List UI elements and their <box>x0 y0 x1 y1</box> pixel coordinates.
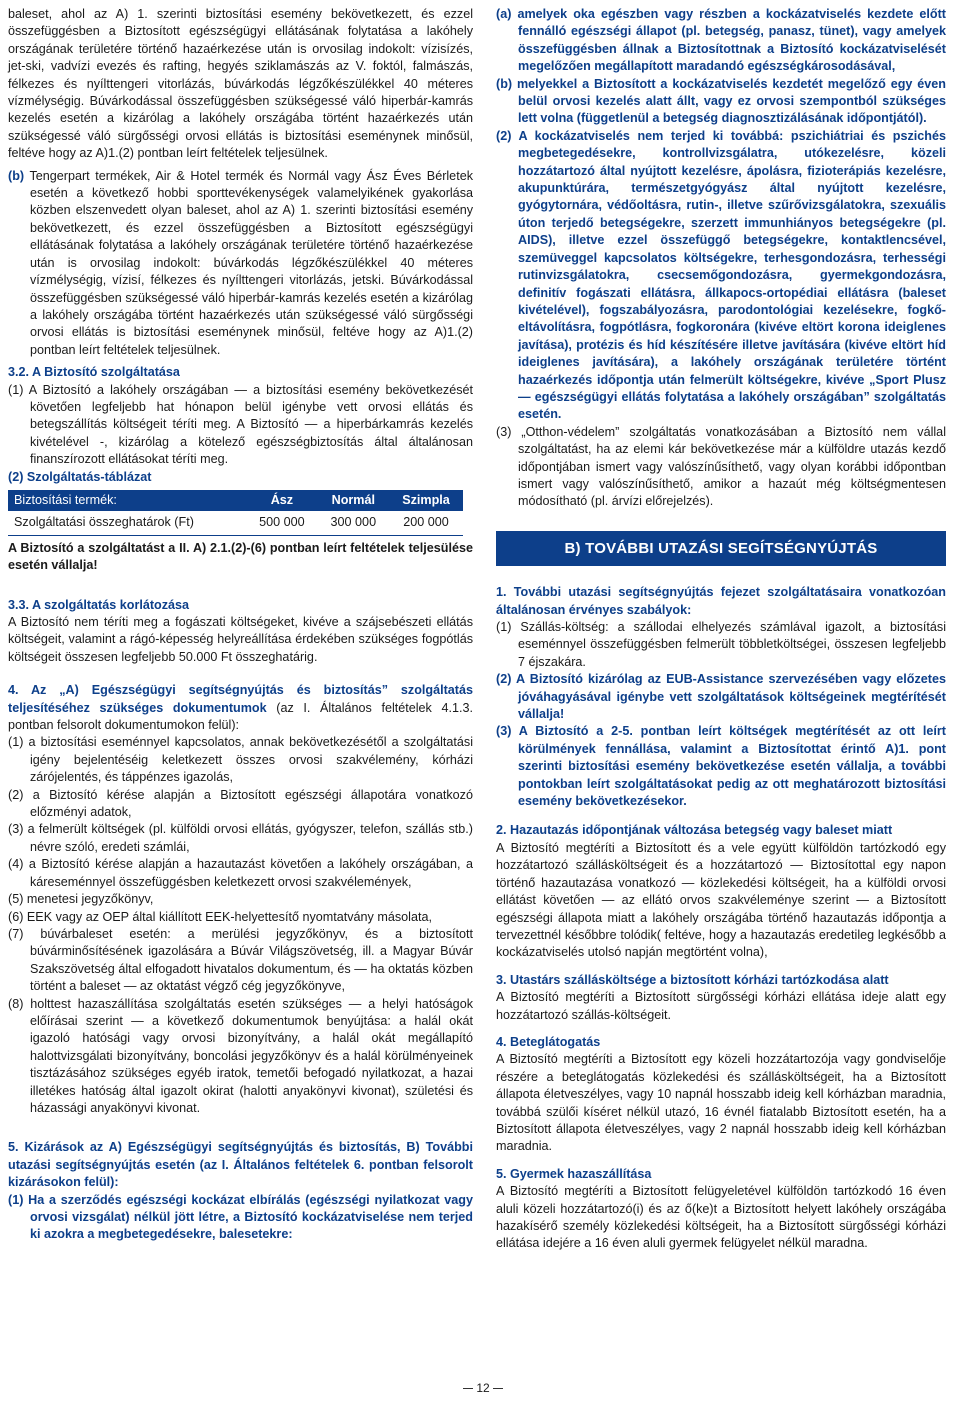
page-number: 12 <box>476 1381 490 1395</box>
list-item: (5) menetesi jegyzőkönyv, <box>8 892 154 907</box>
paragraph-b2: A Biztosító megtéríti a Biztosított és a vele együtt külföldön tartózkodó egy hozzátartozó szállásköltségeit és a hozzátartozó — Biztosítottal egy napon történő hazautazása vonatkozó — közlekedési költségeit, ha a külföldi orvosi ellátást követően — az ellátó orvos szakvéleménye szerint — a Biztosított egészségi állapota miatt a lakóhely országába történő hazautazás időpontja a tervezettnél későbbre tolódik( feltéve, hogy a hazautazás eredetileg legkésőbb a kockázatviselés utolsó napján megtörtént volna), <box>496 840 946 960</box>
paragraph-b5: A Biztosító megtéríti a Biztosított felügyeletével külföldön tartózkodó 16 éven aluli közeli hozzátartozó(i) és az ő(ke)t a Biztosított helyett lakóhely országába hazakísérő személy közlekedési költségeit, ha a Biztosított sürgősségi kórházi ellátása idejére a 16 éven aluli gyermek felügyelet nélkül maradna. <box>496 1184 946 1251</box>
item-text: Tengerpart termékek, Air & Hotel termék és Normál vagy Ász Éves Bérletek esetén a következő hobbi sporttevékenységek valamelyikének gyakorlása közben elszenvedett olyan baleset, ahol az A) 1. szerinti biztosítási esemény bekövetkezett, és ezzel összefüggésben a Biztosított egészségügyi ellátásának folytatása a lakóhely országának területére történő hazaérkezése után is orvosilag indokolt: búvárkodás légzőkészülékkel 40 méteres vízmélységig, vízisí, félkezes és nyílttengeri vitorlázás, jetski. Búvárkodással összefüggésben szükségessé váló hiperbár-kamrás kezelés esetén a kizárólag a lakóhely országába történt hazaérkezés után szükségessé váló sürgősségi orvosi ellátás is biztosítási eseménynek minősül, feltéve hogy az A)1.(2) pontban leírt feltételek teljesülnek. <box>29 168 473 357</box>
list-item: (8) holttest hazaszállítása szolgáltatás esetén szükséges — a helyi hatóságok előírásai szerint — a következő dokumentumok benyújtása: a halál okát igazoló hatósági vagy orvosi bizonyítvány, a halál okát megállapító halottvizsgálati bizonyítvány, boncolási jegyzőkönyv és a halál körülményeinek tisztázásához szükséges egyéb iratok, temetői befogadó nyilatkozat, a hazai illetékes hatóság által igazolt okirat (halotti anyakönyvi kivonat), születési és házassági anyakönyvi kivonat. <box>8 996 473 1115</box>
table-header-cell: Biztosítási termék: <box>8 490 246 511</box>
footer-rule <box>463 1388 473 1389</box>
table-cell: Szolgáltatási összeghatárok (Ft) <box>8 511 246 535</box>
table-header-cell: Ász <box>246 490 317 511</box>
footer-rule <box>493 1388 503 1389</box>
item-label: (b) <box>8 168 25 183</box>
list-item: (2) A Biztosító kizárólag az EUB-Assistance szervezésében vagy előzetes jóváhagyásával igénybe vett szolgáltatások költségeinek megtérítését vállalja! <box>496 672 946 722</box>
table-caption: (2) Szolgáltatás-táblázat <box>8 469 152 484</box>
table-cell: 300 000 <box>318 511 389 535</box>
table-header-cell: Normál <box>318 490 389 511</box>
list-item: (1) Szállás-költség: a szállodai elhelyezés számlával igazolt, a biztosítási eseménnyel összefüggésben felmerült többletköltségei, összesen legfeljebb 7 éjszakára. <box>496 620 946 669</box>
paragraph-sport-b <box>8 168 473 359</box>
table-cell: 200 000 <box>389 511 463 535</box>
list-item: (2) a Biztosító kérése alapján a Biztosított egészségi állapotára vonatkozó előzményi adatok, <box>8 787 473 820</box>
list-item: (4) a Biztosító kérése alapján a hazautazást követően a lakóhely országában, a káreseménnyel összefüggésben keletkezett orvosi szakvélemények, <box>8 857 473 889</box>
section-title-4: 4. Az „A) Egészségügyi segítségnyújtás és biztosítás” szolgáltatás teljesítéséhez szükséges dokumentumok <box>8 683 473 715</box>
section-title-b2: 2. Hazautazás időpontjának változása betegség vagy baleset miatt <box>496 823 893 838</box>
list-item: (6) EEK vagy az OEP által kiállított EEK-helyettesítő nyomtatvány másolata, <box>8 909 432 924</box>
section-title-3-3: 3.3. A szolgáltatás korlátozása <box>8 597 190 612</box>
list-item: (2) A kockázatviselés nem terjed ki továbbá: pszichiátriai és pszichés megbetegedésekre, kontrollvizsgálatra, utókezelésre, közeli hozzátartozó által nyújtott kezelésre, ápolásra, fizioterápiás kezelésre, akupunktúrára, természetgyógyász által nyújtott kezelésre, gyógytornára, védőoltásra, rutin-, illetve szűrővizsgálatokra, szexuális úton terjedő betegségekre, szerzett immunhiányos betegségekre (pl. AIDS), illetve ezzel összefüggő betegségekre, kontaktlencsével, szemüveggel kapcsolatos költségekre, terhesgondozásra, terhességi rutinvizsgálatokra, csecsemőgondozásra, gyermekgondozásra, definitív fogászati ellátásra, állkapocs-ortopédiai ellátásra (baleset kivételével), fogszabályozásra, parodontológiai kezelésekre, fogkő-eltávolításra, fogpótlásra, fogkoronára (kivéve eltört korona ideiglenes javítása), protézis és híd készítésére illetve javítására (kivéve eltört híd ideiglenes javítására), a lakóhely országának területére történt hazaérkezés időpontja után felmerült költségekre, kivéve „Sport Plusz — egészségügyi ellátás folytatása a lakóhely országában” szolgáltatás esetén. <box>496 128 946 422</box>
list-item: (b) melyekkel a Biztosított a kockázatviselés kezdetét megelőző egy éven belül orvosi kezelés alatt állt, vagy ez orvosi szempontból szükséges lett volna (függetlenül a betegség diagnosztizálásának időpontjától). <box>496 76 946 126</box>
service-table <box>8 490 463 536</box>
paragraph-3-2-1: (1) A Biztosító a lakóhely országában — a biztosítási esemény bekövetkezését követően legfeljebb hat hónapon belül igénybe vett orvosi ellátás és betegszállítás költségeit téríti meg. A Biztosító — a hiperbárkamrás kezelés kivételével -, kizárólag a kötelező egészségbiztosítás által általánosan finanszírozott ellátásokat téríti meg. <box>8 382 473 467</box>
list-item: (1) a biztosítási eseménnyel kapcsolatos, annak bekövetkezésétől a szolgáltatási igény bejelentéséig keletkezett összes orvosi szakvélemény, kórházi zárójelentés, és táppénzes igazolás, <box>8 735 473 785</box>
table-cell: 500 000 <box>246 511 317 535</box>
section-4-heading <box>8 682 473 734</box>
section-title-b4: 4. Beteglátogatás <box>496 1034 601 1049</box>
list-item: (3) „Otthon-védelem” szolgáltatás vonatkozásában a Biztosító nem vállal szolgáltatást, ha az elemi kár bekövetkezése már a külföldre utazás kezdő időpontjában ismert vagy valószínűsíthető, vagy olyan korábbi időpontban ismert vagy valószínűsíthető, amikor a hazaút még költségmentesen módosítható (pl. árvízi előrejelzés). <box>496 424 946 509</box>
section-4-intro: (az I. Általános feltételek 4.1.3. pontban felsorolt dokumentumokon felül): <box>8 700 473 733</box>
section-title-b3: 3. Utastárs szállásköltsége a biztosított kórházi tartózkodása alatt <box>496 972 889 987</box>
paragraph-b4: A Biztosító megtéríti a Biztosított egy közeli hozzátartozója vagy gondviselője részére a beteglátogatás közlekedési és szállásköltségeit, ha a Biztosított állapota életveszélyes, vagy 10 napnál hosszabb ideig kell kórházban maradnia, továbbá szülői kíséret nélkül utazó, 16 évnél fiatalabb Biztosított esetén, ha a Biztosított állapota életveszélyes, vagy 2 napnál hosszabb ideig kell kórházban maradnia. <box>496 1052 946 1154</box>
section-title-5: 5. Kizárások az A) Egészségügyi segítségnyújtás és biztosítás, B) További utazási segítségnyújtás esetén (az I. Általános feltételek 6. pontban felsorolt kizárásokon felül): <box>8 1140 473 1190</box>
list-item: (3) A Biztosító a 2-5. pontban leírt költségek megtérítését az ott leírt körülmények fennállása, valamint a Biztosítottat érintő A)1. pont szerinti biztosítási esemény bekövetkezése esetén vállalja, a további pontokban leírt szolgáltatásokat pedig az ott meghatározott biztosítási esemény bekövetkezésekor. <box>496 724 946 809</box>
section-title-3-2: 3.2. A Biztosító szolgáltatása <box>8 365 180 380</box>
left-column <box>8 6 473 1244</box>
section-title-b1: 1. További utazási segítségnyújtás fejezet szolgáltatásaira vonatkozóan általánosan érvényes szabályok: <box>496 585 946 617</box>
paragraph-sport-a-continued: baleset, ahol az A) 1. szerinti biztosítási esemény bekövetkezett, és ezzel összefüggésben a Biztosított egészségügyi ellátásának folytatása a lakóhely országának területére történő hazaérkezése után is orvosilag indokolt: vízisízés, jet-ski, vadvízi evezés és rafting, hegyés sziklamászás az V. foktól, falmászás, félkezes és nyílttengeri vitorlázás, búvárkodás légzőkészülékkel 40 méteres vízmélységig. Búvárkodással összefüggésben szükségessé váló hiperbár-kamrás kezelés esetén a kizárólag a lakóhely országába történt hazaérkezés után szükségessé váló sürgősségi orvosi ellátás is biztosítási eseménynek minősül, feltéve hogy az A)1.(2) pontban leírt feltételek teljesülnek. <box>8 7 473 161</box>
paragraph-b3: A Biztosító megtéríti a Biztosított sürgősségi kórházi ellátása ideje alatt egy hozzátartozó szállás-költségeit. <box>496 990 946 1022</box>
list-item: (a) amelyek oka egészben vagy részben a kockázatviselés kezdete előtt fennálló egészségi állapot (pl. betegség, panasz, tünet), vagy amelyek összefüggésben állnak a Biztosítottnak a Biztosító kockázatviselését megelőzően megállapított maradandó egészségkárosodásával, <box>496 7 946 74</box>
table-header-row <box>8 490 463 511</box>
list-item: (3) a felmerült költségek (pl. külföldi orvosi ellátás, gyógyszer, telefon, szállás stb.) névre szóló, eredeti számlái, <box>8 822 473 854</box>
list-item: (7) búvárbaleset esetén: a merülési jegyzőkönyv, és a biztosított búvárminősítésének igazolására a Búvár Világszövetség, ill. a Magyar Búvár Szakszövetség által elfogadott hivatalos dokumentum, és — ha oktatás közben történt a baleset — az oktatást végző cég jegyzőkönyve, <box>8 926 473 994</box>
section-banner: B) TOVÁBBI UTAZÁSI SEGÍTSÉGNYÚJTÁS <box>496 531 946 566</box>
list-item: (1) Ha a szerződés egészségi kockázat elbírálás (egészségi nyilatkozat vagy orvosi vizsgálat) nélkül jött létre, a Biztosító kockázatviselése nem terjed ki azokra a megbetegedésekre, balesetekre: <box>8 1192 473 1242</box>
table-header-cell: Szimpla <box>389 490 463 511</box>
right-column <box>496 6 946 1253</box>
page-footer <box>460 1381 506 1395</box>
table-note: A Biztosító a szolgáltatást a II. A) 2.1.(2)-(6) pontban leírt feltételek teljesülése esetén vállalja! <box>8 540 473 573</box>
paragraph-3-3: A Biztosító nem téríti meg a fogászati költségeket, kivéve a szájsebészeti ellátás költségeit, valamint a rágó-képesség helyreállítása érdekében szükséges fogpótlás költségeit összesen legfeljebb 50.000 Ft összeghatárig. <box>8 615 473 664</box>
section-title-b5: 5. Gyermek hazaszállítása <box>496 1166 652 1181</box>
table-row <box>8 511 463 535</box>
